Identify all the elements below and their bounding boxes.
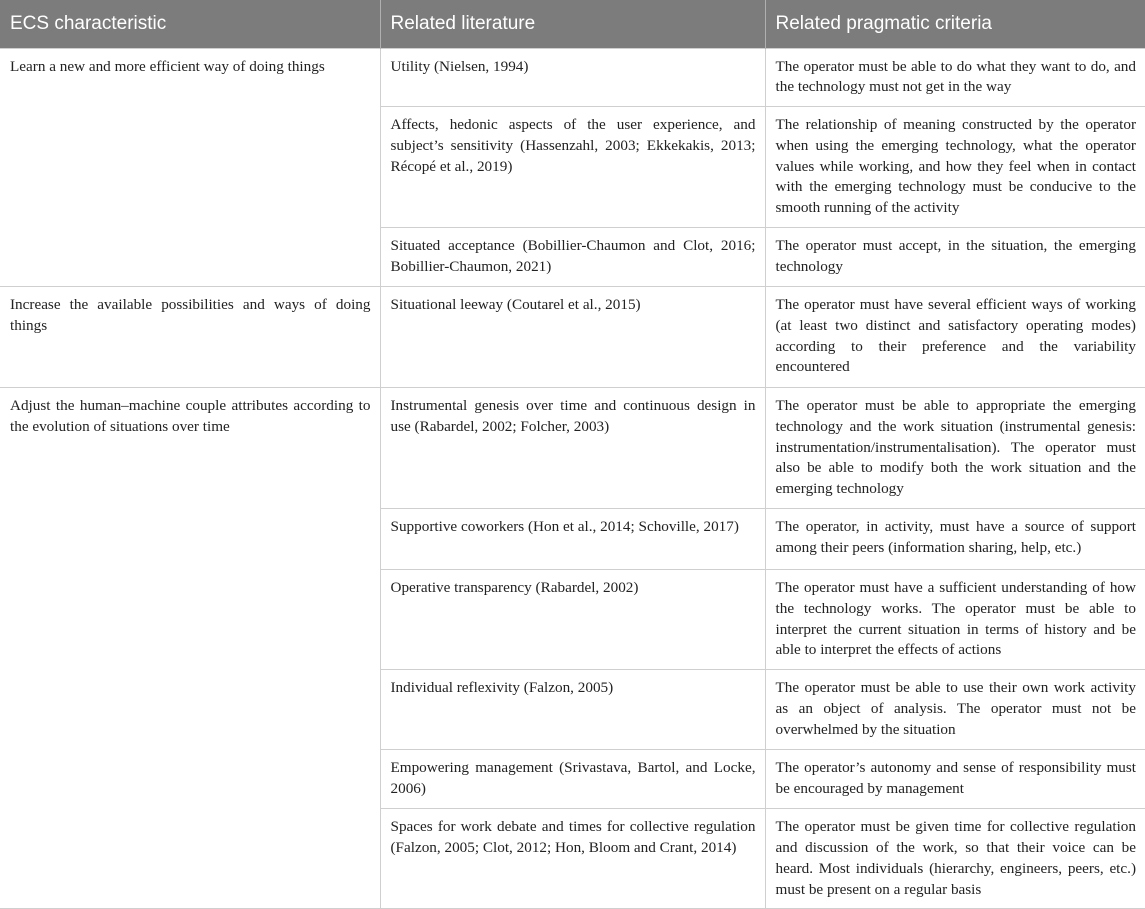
criteria-cell: The operator must accept, in the situation, the emerging technology [765,228,1145,287]
criteria-cell: The operator must have several efficient ways of working (at least two distinct and satisfactory operating modes) according to their preference and the variability encountered [765,287,1145,388]
literature-cell: Individual reflexivity (Falzon, 2005) [380,670,765,750]
ecs-characteristic-cell: Adjust the human–machine couple attributes according to the evolution of situations over time [0,388,380,909]
criteria-cell: The operator must be able to do what they want to do, and the technology must not get in the way [765,48,1145,107]
ecs-characteristic-cell: Increase the available possibilities and ways of doing things [0,287,380,388]
criteria-cell: The operator must be able to appropriate the emerging technology and the work situation (instrumental genesis: instrumentation/instrumentalisation). The operator must also be able to modify both the work situation and the emerging technology [765,388,1145,509]
column-header-related-literature: Related literature [380,0,765,48]
header-row [0,0,1145,48]
literature-cell: Operative transparency (Rabardel, 2002) [380,570,765,670]
criteria-cell: The relationship of meaning constructed by the operator when using the emerging technology, what the operator values while working, and how they feel when in contact with the emerging technology must be conducive to the smooth running of the activity [765,107,1145,228]
table-row [0,287,1145,388]
criteria-cell: The operator’s autonomy and sense of responsibility must be encouraged by management [765,750,1145,809]
literature-cell: Situated acceptance (Bobillier-Chaumon and Clot, 2016; Bobillier-Chaumon, 2021) [380,228,765,287]
table-header [0,0,1145,48]
literature-cell: Instrumental genesis over time and continuous design in use (Rabardel, 2002; Folcher, 2003) [380,388,765,509]
criteria-cell: The operator must be given time for collective regulation and discussion of the work, so that their voice can be heard. Most individuals (hierarchy, engineers, peers, etc.) must be present on a regular basis [765,809,1145,909]
literature-cell: Empowering management (Srivastava, Bartol, and Locke, 2006) [380,750,765,809]
ecs-characteristic-cell: Learn a new and more efficient way of doing things [0,48,380,287]
table-body [0,48,1145,909]
literature-cell: Spaces for work debate and times for collective regulation (Falzon, 2005; Clot, 2012; Hon, Bloom and Crant, 2014) [380,809,765,909]
literature-cell: Supportive coworkers (Hon et al., 2014; Schoville, 2017) [380,509,765,570]
literature-cell: Situational leeway (Coutarel et al., 2015) [380,287,765,388]
table-row [0,388,1145,509]
literature-cell: Utility (Nielsen, 1994) [380,48,765,107]
criteria-cell: The operator must be able to use their own work activity as an object of analysis. The operator must not be overwhelmed by the situation [765,670,1145,750]
table-row [0,48,1145,107]
column-header-related-pragmatic-criteria: Related pragmatic criteria [765,0,1145,48]
criteria-cell: The operator must have a sufficient understanding of how the technology works. The operator must be able to interpret the current situation in terms of history and be able to interpret the effects of actions [765,570,1145,670]
criteria-cell: The operator, in activity, must have a source of support among their peers (information sharing, help, etc.) [765,509,1145,570]
column-header-ecs-characteristic: ECS characteristic [0,0,380,48]
literature-cell: Affects, hedonic aspects of the user experience, and subject’s sensitivity (Hassenzahl, 2003; Ekkekakis, 2013; Récopé et al., 2019) [380,107,765,228]
